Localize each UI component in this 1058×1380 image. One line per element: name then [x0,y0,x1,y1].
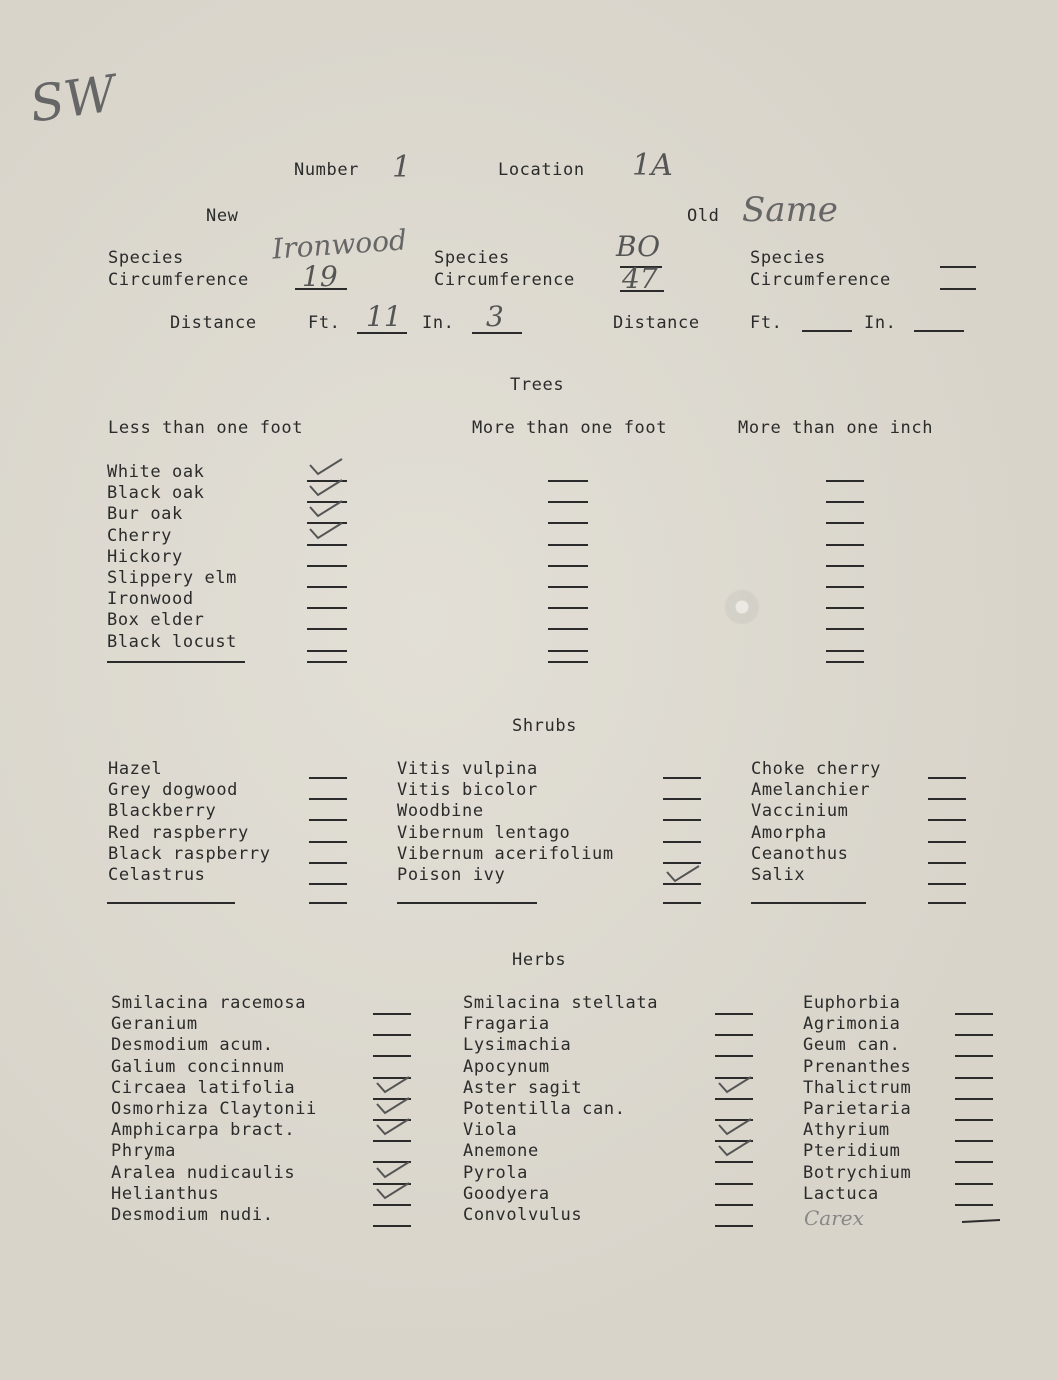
tree-name: Box elder [107,610,205,630]
new-ft-blank [357,332,407,334]
herb-name: Lactuca [803,1184,879,1204]
check-mark-icon [306,498,346,520]
tree-name: Black oak [107,483,205,503]
herb-blank [715,1204,753,1206]
shrub-extra-name-blank [107,902,235,904]
herb-blank [715,1161,753,1163]
tree-more-inch-blank [826,501,864,503]
shrub-name: Amorpha [751,823,827,843]
tree-name: Ironwood [107,589,194,609]
tree-more-inch-blank [826,565,864,567]
shrub-extra-name-blank [397,902,537,904]
check-mark-icon [663,863,703,885]
shrub-name: Vitis vulpina [397,759,538,779]
shrub-blank [928,902,966,904]
shrub-blank [309,777,347,779]
trees-col-more-inch: More than one inch [738,418,934,438]
tree-less-foot-blank [307,544,347,546]
herb-name: Apocynum [463,1057,550,1077]
third-species-label: Species [750,248,826,268]
herb-name: Anemone [463,1141,539,1161]
tree-name: Black locust [107,632,238,652]
herb-blank [955,1204,993,1206]
herb-blank [955,1034,993,1036]
tree-extra-name-blank [107,661,245,663]
herb-blank [715,1034,753,1036]
tree-name: Bur oak [107,504,183,524]
herb-blank [955,1161,993,1163]
herb-name: Botrychium [803,1163,912,1183]
shrub-blank [928,883,966,885]
herb-blank [955,1013,993,1015]
herb-name: Euphorbia [803,993,901,1013]
old-circumference-label: Circumference [434,270,575,290]
herb-blank [955,1077,993,1079]
herb-blank [373,1140,411,1142]
herb-name: Phryma [111,1141,177,1161]
shrub-extra-name-blank [751,902,866,904]
check-mark-icon [373,1180,413,1202]
herb-blank [373,1204,411,1206]
tree-more-inch-blank [826,586,864,588]
shrub-blank [309,798,347,800]
check-mark-icon [306,456,346,478]
tree-more-foot-blank [548,586,588,588]
herb-name: Amphicarpa bract. [111,1120,296,1140]
tree-name: White oak [107,462,205,482]
shrub-blank [663,841,701,843]
herb-blank [955,1183,993,1185]
shrub-name: Vibernum acerifolium [397,844,614,864]
herb-name: Viola [463,1120,518,1140]
herb-name: Parietaria [803,1099,912,1119]
old-ft-label: Ft. [750,313,783,333]
shrub-blank [309,841,347,843]
new-distance-label: Distance [170,313,257,333]
new-in-label: In. [422,313,455,333]
shrub-blank [309,862,347,864]
old-circumference-value: 47 [622,262,658,295]
herb-name: Convolvulus [463,1205,583,1225]
herb-blank [955,1055,993,1057]
old-species-label: Species [434,248,510,268]
check-mark-icon [373,1159,413,1181]
herb-name: Geranium [111,1014,198,1034]
herb-name: Osmorhiza Claytonii [111,1099,317,1119]
tree-more-foot-blank [548,565,588,567]
third-circumference-label: Circumference [750,270,891,290]
tree-more-inch-blank [826,544,864,546]
tree-name: Cherry [107,526,173,546]
herb-name: Prenanthes [803,1057,912,1077]
old-species-value: BO [616,230,661,263]
tree-more-foot-blank [548,501,588,503]
tree-more-inch-blank [826,661,864,663]
location-value: 1A [632,148,673,183]
herb-name: Potentilla can. [463,1099,626,1119]
shrub-name: Hazel [108,759,163,779]
shrub-name: Choke cherry [751,759,882,779]
herb-name: Smilacina stellata [463,993,659,1013]
old-in-blank [914,330,964,332]
new-label: New [206,206,239,226]
new-species-label: Species [108,248,184,268]
corner-note: SW [26,64,120,134]
tree-more-foot-blank [548,544,588,546]
shrub-name: Vaccinium [751,801,849,821]
tree-less-foot-blank [307,586,347,588]
herbs-extra-blank [962,1219,1000,1223]
old-distance-label: Distance [613,313,700,333]
shrub-blank [663,902,701,904]
new-species-value: Ironwood [271,223,408,266]
herb-name: Desmodium nudi. [111,1205,274,1225]
herb-name: Agrimonia [803,1014,901,1034]
new-distance-in-value: 3 [486,300,504,333]
herb-name: Lysimachia [463,1035,572,1055]
old-value: Same [742,190,838,230]
shrub-blank [663,798,701,800]
number-label: Number [294,160,360,180]
tree-more-inch-blank [826,628,864,630]
shrub-blank [663,777,701,779]
herb-name: Geum can. [803,1035,901,1055]
shrub-name: Black raspberry [108,844,271,864]
tree-more-inch-blank [826,650,864,652]
shrub-blank [309,902,347,904]
tree-more-inch-blank [826,607,864,609]
herbs-extra-handwritten: Carex [804,1206,864,1230]
herb-name: Goodyera [463,1184,550,1204]
shrub-blank [309,883,347,885]
new-circumference-label: Circumference [108,270,249,290]
herb-name: Thalictrum [803,1078,912,1098]
check-mark-icon [306,477,346,499]
number-value: 1 [392,150,412,185]
check-mark-icon [373,1074,413,1096]
tree-more-foot-blank [548,522,588,524]
herb-blank [715,1183,753,1185]
herb-blank [373,1225,411,1227]
shrub-name: Grey dogwood [108,780,239,800]
herb-blank [373,1013,411,1015]
old-label: Old [687,206,720,226]
herb-name: Aster sagit [463,1078,583,1098]
shrub-blank [928,777,966,779]
herb-name: Athyrium [803,1120,890,1140]
third-circumference-blank [940,288,976,290]
shrub-blank [309,819,347,821]
tree-more-foot-blank [548,661,588,663]
herb-blank [715,1055,753,1057]
old-ft-blank [802,330,852,332]
herb-blank [955,1119,993,1121]
herb-name: Aralea nudicaulis [111,1163,296,1183]
herb-name: Smilacina racemosa [111,993,307,1013]
tree-more-inch-blank [826,480,864,482]
tree-less-foot-blank [307,628,347,630]
shrub-name: Blackberry [108,801,217,821]
tree-less-foot-blank [307,661,347,663]
tree-name: Hickory [107,547,183,567]
herb-name: Fragaria [463,1014,550,1034]
new-in-blank [472,332,522,334]
shrub-name: Woodbine [397,801,484,821]
shrub-name: Salix [751,865,806,885]
herb-name: Helianthus [111,1184,220,1204]
check-mark-icon [373,1116,413,1138]
tree-less-foot-blank [307,565,347,567]
tree-more-inch-blank [826,522,864,524]
shrub-blank [928,798,966,800]
tree-more-foot-blank [548,480,588,482]
herb-blank [955,1098,993,1100]
new-ft-label: Ft. [308,313,341,333]
old-circumference-blank [620,290,664,292]
herb-blank [955,1140,993,1142]
check-mark-icon [715,1074,755,1096]
tree-name: Slippery elm [107,568,238,588]
old-in-label: In. [864,313,897,333]
trees-col-less-foot: Less than one foot [108,418,304,438]
shrub-name: Celastrus [108,865,206,885]
new-circumference-value: 19 [302,260,338,293]
shrub-name: Red raspberry [108,823,249,843]
third-species-blank [940,266,976,268]
herb-name: Circaea latifolia [111,1078,296,1098]
herb-blank [715,1225,753,1227]
check-mark-icon [715,1116,755,1138]
shrub-name: Poison ivy [397,865,506,885]
check-mark-icon [715,1137,755,1159]
herb-name: Galium concinnum [111,1057,285,1077]
herb-blank [373,1055,411,1057]
herb-blank [715,1098,753,1100]
shrub-name: Ceanothus [751,844,849,864]
shrubs-title: Shrubs [512,716,578,736]
tree-less-foot-blank [307,607,347,609]
tree-more-foot-blank [548,650,588,652]
trees-col-more-foot: More than one foot [472,418,668,438]
tree-more-foot-blank [548,628,588,630]
shrub-blank [928,819,966,821]
new-distance-ft-value: 11 [366,300,402,333]
shrub-blank [928,862,966,864]
herb-name: Desmodium acum. [111,1035,274,1055]
tree-more-foot-blank [548,607,588,609]
herbs-title: Herbs [512,950,567,970]
check-mark-icon [373,1095,413,1117]
herb-blank [373,1034,411,1036]
shrub-name: Amelanchier [751,780,871,800]
shrub-blank [928,841,966,843]
location-label: Location [498,160,585,180]
herb-name: Pteridium [803,1141,901,1161]
shrub-name: Vitis bicolor [397,780,538,800]
shrub-name: Vibernum lentago [397,823,571,843]
tree-less-foot-blank [307,650,347,652]
trees-title: Trees [510,375,565,395]
check-mark-icon [306,520,346,542]
herb-name: Pyrola [463,1163,529,1183]
shrub-blank [663,819,701,821]
herb-blank [715,1013,753,1015]
